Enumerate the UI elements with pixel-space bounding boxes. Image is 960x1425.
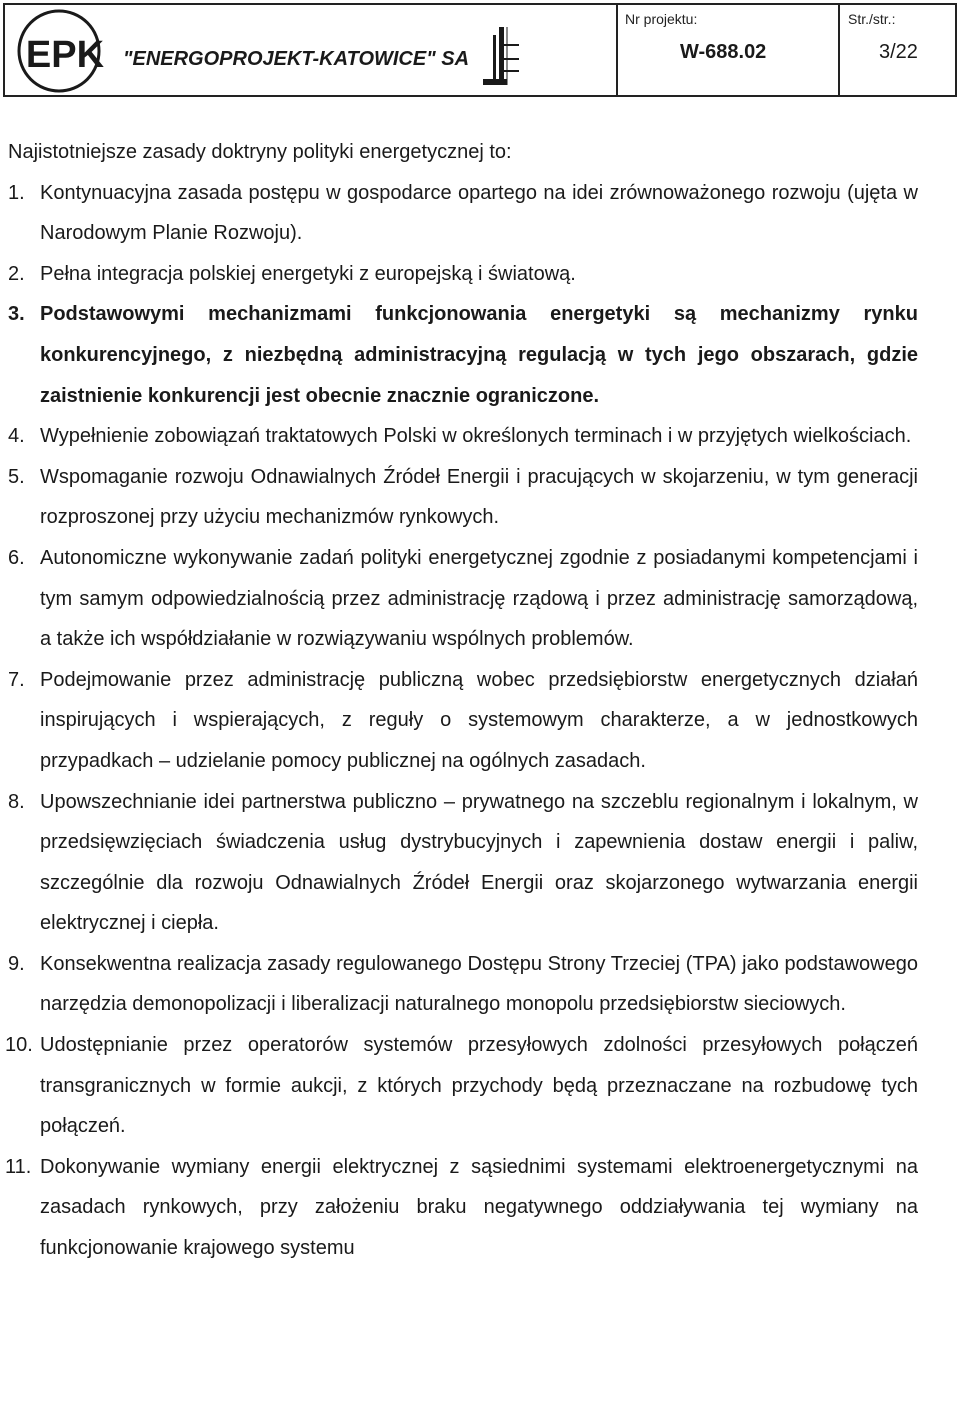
list-item [8,457,918,538]
item-number: 6. [8,546,25,569]
page-number: 3/22 [879,41,918,63]
item-text: Wypełnienie zobowiązań traktatowych Polski w określonych terminach i w przyjętych wielkościach. [40,425,912,448]
intro-text: Najistotniejsze zasady doktryny polityki energetycznej to: [8,141,512,163]
list-item [8,538,918,660]
item-number: 8. [8,790,25,813]
list-item [8,294,918,416]
item-text: Dokonywanie wymiany energii elektrycznej z sąsiednimi systemami elektroenergetycznymi na zasadach rynkowych, przy założeniu braku negatywnego oddziaływania tej wymiany na funkcjonowanie krajowego systemu [40,1155,918,1260]
header-divider [838,5,840,95]
item-text: Pełna integracja polskiej energetyki z europejską i światową. [40,262,576,285]
item-text: Autonomiczne wykonywanie zadań polityki energetycznej zgodnie z posiadanymi kompetencjami i tym samym odpowiedzialnością przez administrację rządową i przez administrację samorządową, a także ich współdziałanie w rozwiązywaniu wspólnych problemów. [40,546,918,651]
list-item [5,1147,918,1269]
item-number: 9. [8,952,25,975]
company-emblem-icon [479,23,525,89]
page-label: Str./str.: [848,11,896,27]
epk-logo [17,9,113,93]
item-number: 10. [5,1034,33,1057]
project-number: W-688.02 [680,41,767,63]
item-number: 2. [8,262,25,285]
list-item [8,782,918,944]
item-text: Podejmowanie przez administrację publiczną wobec przedsiębiorstw energetycznych działań inspirujących i wspierających, z reguły o systemowym charakterze, a w jednostkowych przypadkach – udzielanie pomocy publicznej na ogólnych zasadach. [40,668,918,772]
list-item [5,1025,918,1147]
item-number: 5. [8,465,25,488]
principles-list [5,173,918,1269]
item-number: 7. [8,668,25,691]
list-item [8,660,918,782]
item-text: Udostępnianie przez operatorów systemów przesyłowych zdolności przesyłowych połączeń transgranicznych w formie aukcji, z których przychody będą przeznaczane na rozbudowę tych połączeń. [40,1034,918,1138]
item-text: Konsekwentna realizacja zasady regulowanego Dostępu Strony Trzeciej (TPA) jako podstawowego narzędzia demonopolizacji i liberalizacji naturalnego monopolu przedsiębiorstw sieciowych. [40,952,918,1016]
item-text: Podstawowymi mechanizmami funkcjonowania energetyki są mechanizmy rynku konkurencyjnego, z niezbędną administracyjną regulacją w tych jego obszarach, gdzie zaistnienie konkurencji jest obecnie znacznie ograniczone. [40,303,918,407]
item-number: 4. [8,425,25,448]
project-number-label: Nr projektu: [625,11,698,27]
list-item [8,173,918,254]
item-number: 1. [8,181,25,204]
item-text: Wspomaganie rozwoju Odnawialnych Źródeł Energii i pracujących w skojarzeniu, w tym generacji rozproszonej przy użyciu mechanizmów rynkowych. [40,465,918,529]
item-number: 3. [8,303,25,326]
list-item [8,416,918,457]
logo-text: EPK [25,34,105,76]
header-divider [616,5,618,95]
item-text: Kontynuacyjna zasada postępu w gospodarce opartego na idei zrównoważonego rozwoju (ujęta w Narodowym Planie Rozwoju). [40,181,918,245]
list-item [8,944,918,1025]
document-body [5,132,918,1269]
item-text: Upowszechnianie idei partnerstwa publiczno – prywatnego na szczeblu regionalnym i lokalnym, w przedsięwzięciach świadczenia usług dystrybucyjnych i zapewnienia dostaw energii i paliw, szczególnie dla rozwoju Odnawialnych Źródeł Energii oraz skojarzonego wytwarzania energii elektrycznej i ciepła. [40,790,918,935]
document-header [3,3,957,97]
list-item [8,254,918,295]
company-name: "ENERGOPROJEKT-KATOWICE" SA [123,48,470,70]
item-number: 11. [5,1155,32,1178]
